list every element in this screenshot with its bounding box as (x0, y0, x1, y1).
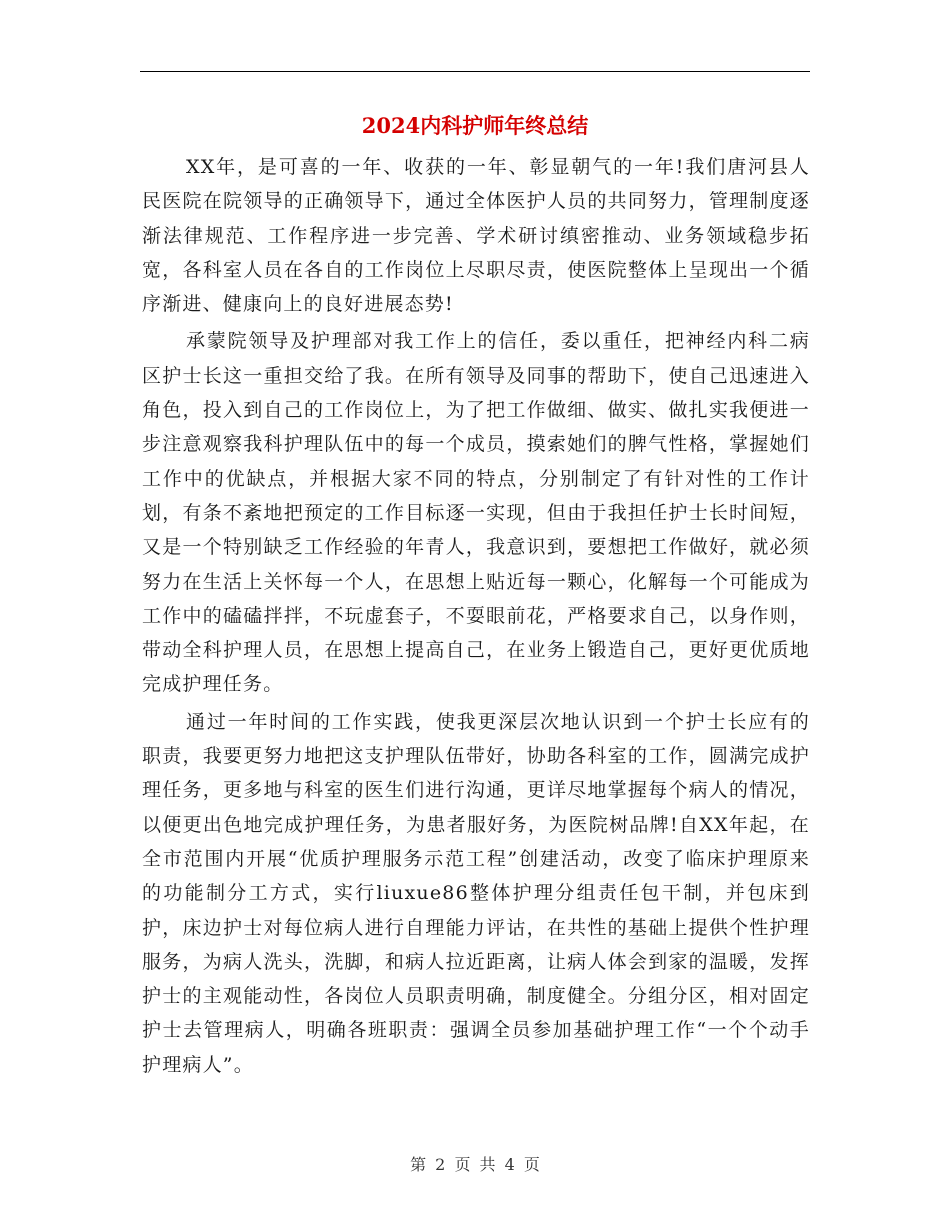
paragraph-3: 通过一年时间的工作实践，使我更深层次地认识到一个护士长应有的职责，我要更努力地把这支护理队伍带好，协助各科室的工作，圆满完成护理任务，更多地与科室的医生们进行沟通，更详尽地掌握每个病人的情况，以便更出色地完成护理任务，为患者服好务，为医院树品牌!自XX年起，在全市范围内开展“优质护理服务示范工程”创建活动，改变了临床护理原来的功能制分工方式，实行liuxue86整体护理分组责任包干制，并包床到护，床边护士对每位病人进行自理能力评诂，在共性的基础上提供个性护理服务，为病人洗头，洗脚，和病人拉近距离，让病人体会到家的温暖，发挥护士的主观能动性，各岗位人员职责明确，制度健全。分组分区，相对固定护士去管理病人，明确各班职责：强调全员参加基础护理工作“一个个动手护理病人”。 (142, 710, 810, 1076)
paragraph-2: 承蒙院领导及护理部对我工作上的信任，委以重任，把神经内科二病区护士长这一重担交给了我。在所有领导及同事的帮助下，使自己迅速进入角色，投入到自己的工作岗位上，为了把工作做细、做实、做扎实我便进一步注意观察我科护理队伍中的每一个成员，摸索她们的脾气性格，掌握她们工作中的优缺点，并根据大家不同的特点，分别制定了有针对性的工作计划，有条不紊地把预定的工作目标逐一实现，但由于我担任护士长时间短，又是一个特别缺乏工作经验的年青人，我意识到，要想把工作做好，就必须努力在生活上关怀每一个人，在思想上贴近每一颗心，化解每一个可能成为工作中的磕磕拌拌，不玩虚套子，不耍眼前花，严格要求自己，以身作则，带动全科护理人员，在思想上提高自己，在业务上锻造自己，更好更优质地完成护理任务。 (142, 330, 810, 696)
document-body (142, 150, 810, 1082)
page-number-footer: 第 2 页 共 4 页 (410, 1155, 540, 1174)
header-rule (140, 71, 810, 72)
paragraph-1: XX年，是可喜的一年、收获的一年、彰显朝气的一年!我们唐河县人民医院在院领导的正确领导下，通过全体医护人员的共同努力，管理制度逐渐法律规范、工作程序进一步完善、学术研讨缜密推动、业务领域稳步拓宽，各科室人员在各自的工作岗位上尽职尽责，使医院整体上呈现出一个循序渐进、健康向上的良好进展态势! (142, 156, 810, 316)
document-title: 2024内科护师年终总结 (361, 113, 589, 138)
